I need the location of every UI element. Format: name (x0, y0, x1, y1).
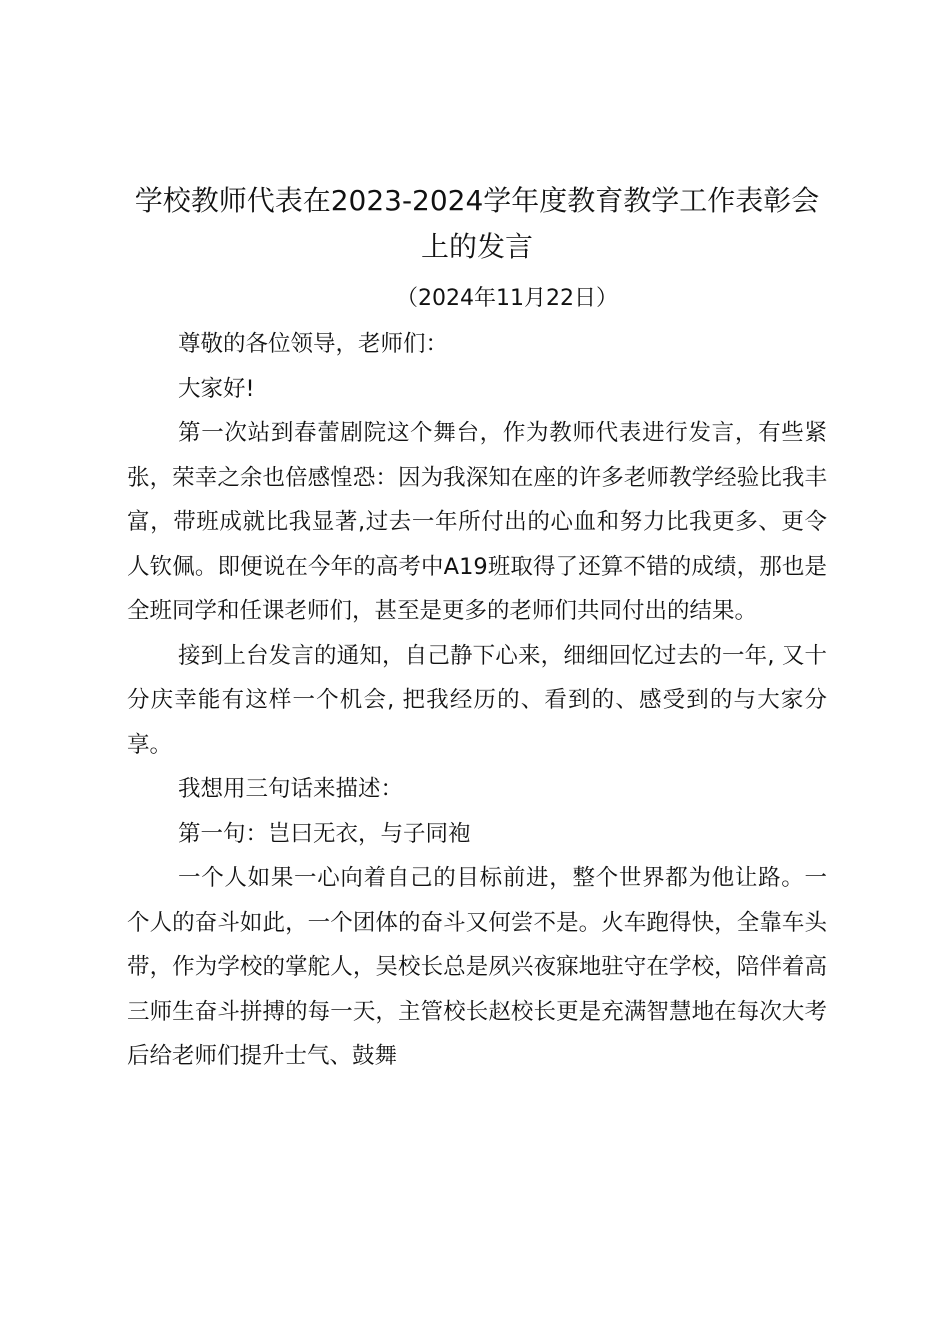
salutation: 尊敬的各位领导，老师们： (178, 331, 449, 357)
speech-date: （2024年11月22日） (396, 286, 618, 311)
paragraph-3: 我想用三句话来描述： (178, 776, 404, 802)
paragraph-2: 接到上台发言的通知，自己静下心来，细细回忆过去的一年, 又十分庆幸能有这样一个机会, 把我经历的、看到的、感受到的与大家分享。 (127, 642, 827, 758)
document-title: 学校教师代表在2023-2024学年度教育教学工作表彰会上的发言 (134, 184, 820, 263)
paragraph-1: 第一次站到春蕾剧院这个舞台，作为教师代表进行发言，有些紧张，荣幸之余也倍感惶恐：因为我深知在座的许多老师教学经验比我丰富，带班成就比我显著,过去一年所付出的心血和努力比我更多、更令人钦佩。即便说在今年的高考中A19班取得了还算不错的成绩，那也是全班同学和任课老师们，甚至是更多的老师们共同付出的结果。 (127, 420, 827, 624)
paragraph-5: 一个人如果一心向着自己的目标前进，整个世界都为他让路。一个人的奋斗如此，一个团体的奋斗又何尝不是。火车跑得快，全靠车头带，作为学校的掌舵人，吴校长总是夙兴夜寐地驻守在学校，陪伴着高三师生奋斗拼搏的每一天，主管校长赵校长更是充满智慧地在每次大考后给老师们提升士气、鼓舞 (127, 865, 827, 1069)
section-heading-1: 第一句：岂曰无衣，与子同袍 (178, 820, 471, 847)
document-page (127, 178, 827, 1079)
greeting: 大家好! (178, 375, 255, 402)
